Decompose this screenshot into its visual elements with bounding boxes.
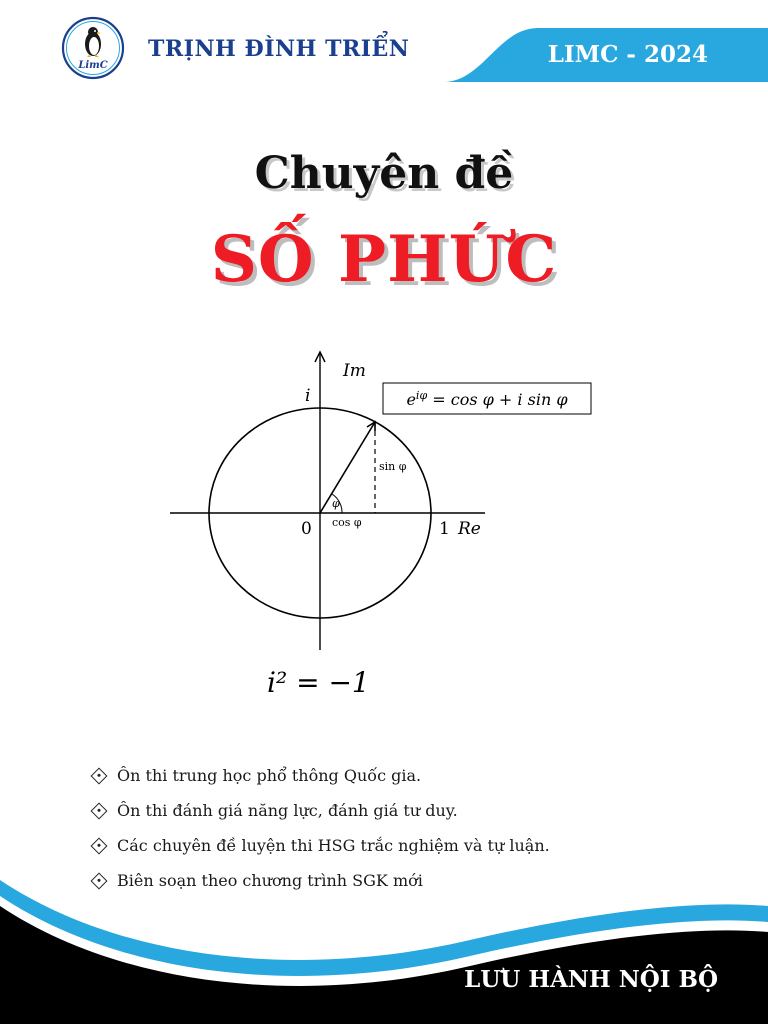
unit-circle-diagram <box>160 350 620 720</box>
title-main: SỐ PHỨC <box>210 222 558 297</box>
im-label: Im <box>343 361 366 381</box>
list-item: Ôn thi đánh giá năng lực, đánh giá tư duy. <box>93 793 550 828</box>
diamond-bullet-icon <box>91 802 108 819</box>
footer-text: LƯU HÀNH NỘI BỘ <box>464 966 718 993</box>
re-label: Re <box>458 519 481 539</box>
sin-label: sin φ <box>379 460 407 473</box>
logo-text: LimC <box>78 60 108 71</box>
limc-logo <box>61 16 125 80</box>
phase-vector <box>320 422 375 513</box>
feature-list <box>93 758 550 898</box>
euler-formula: $e^{i\varphi} = \cos \varphi + i$ sin φ <box>406 388 568 409</box>
list-item: Biên soạn theo chương trình SGK mới <box>93 863 550 898</box>
origin-label: 0 <box>301 519 312 539</box>
i-label: i <box>305 386 311 406</box>
one-label: 1 <box>439 519 450 539</box>
list-item: Các chuyên đề luyện thi HSG trắc nghiệm và tự luận. <box>93 828 550 863</box>
diamond-bullet-icon <box>91 767 108 784</box>
identity-formula: i² = −1 <box>267 666 370 699</box>
diamond-bullet-icon <box>91 837 108 854</box>
bottom-wave-banner <box>0 880 768 1024</box>
list-item: Ôn thi trung học phổ thông Quốc gia. <box>93 758 550 793</box>
title-topic: Chuyên đề <box>254 148 514 199</box>
phi-label: φ <box>332 497 340 510</box>
author-name: TRỊNH ĐÌNH TRIỂN <box>148 36 410 62</box>
cos-label: cos φ <box>332 516 362 529</box>
edition-label: LIMC - 2024 <box>547 41 708 68</box>
